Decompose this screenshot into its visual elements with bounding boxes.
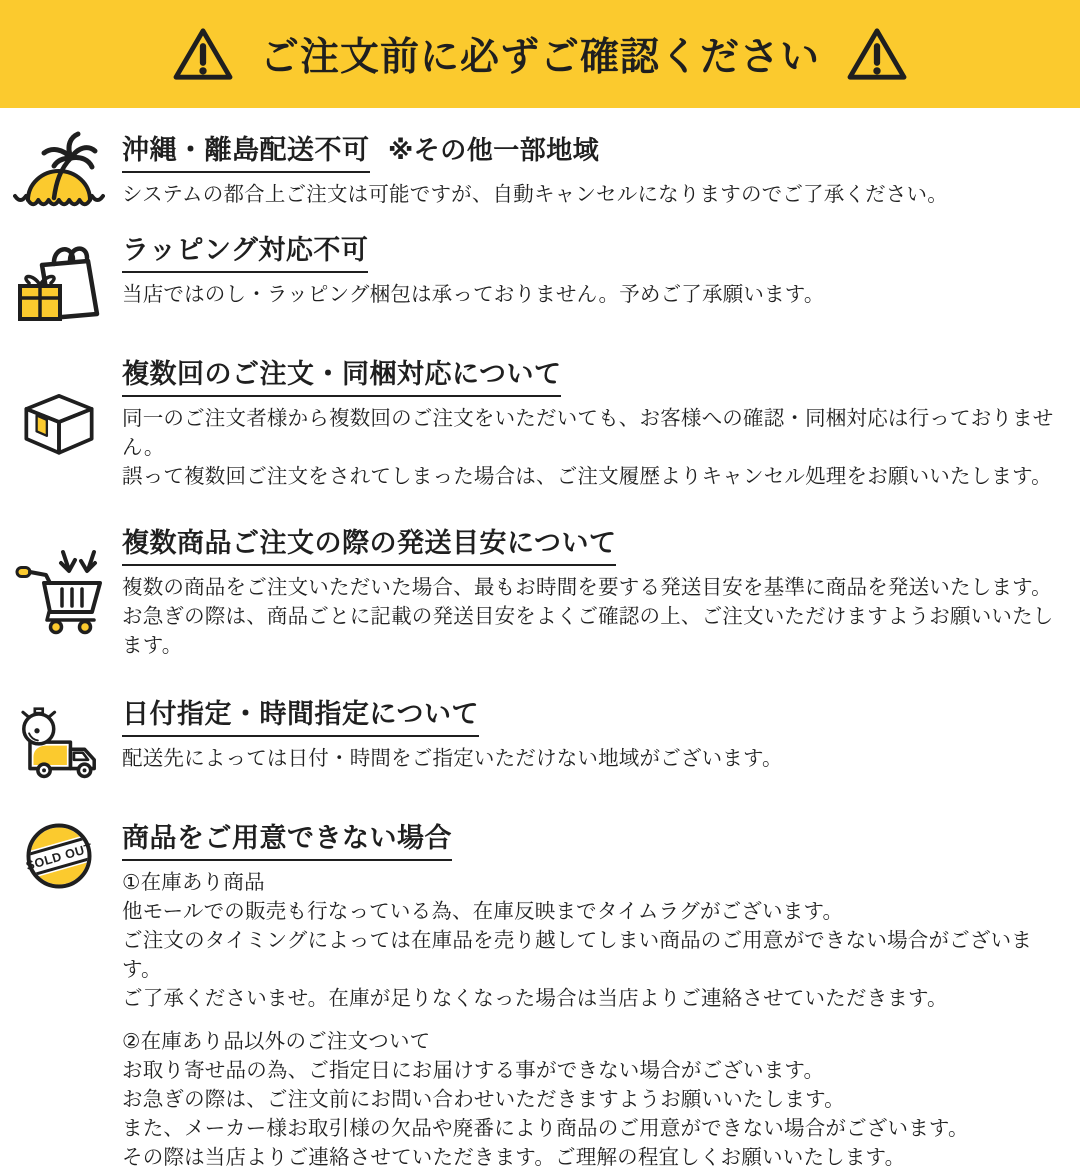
section-text-line: 複数の商品をご注文いただいた場合、最もお時間を要する発送目安を基準に商品を発送いたします。: [122, 576, 1052, 599]
section-title: 沖縄・離島配送不可: [122, 128, 370, 173]
section-text-line: お取り寄せ品の為、ご指定日にお届けする事ができない場合がございます。: [122, 1059, 825, 1082]
section-text-line: その際は当店よりご連絡させていただきます。ご理解の程宜しくお願いいたします。: [122, 1146, 906, 1169]
section-text-line: ご注文のタイミングによっては在庫品を売り越してしまい商品のご用意ができない場合がございます。: [122, 929, 1032, 981]
section-text-line: お急ぎの際は、商品ごとに記載の発送目安をよくご確認の上、ご注文いただけますようお願いいたします。: [122, 605, 1054, 657]
section-text-line: ①在庫あり商品: [122, 871, 265, 894]
gift-bag-icon: [0, 228, 118, 324]
warning-triangle-icon: [846, 26, 908, 82]
section-multiple-orders: [0, 352, 1080, 491]
section-out-of-stock: [0, 816, 1080, 1172]
section-text-line: 当店ではのし・ラッピング梱包は承っておりません。予めご了承願います。: [122, 283, 825, 306]
section-title-note: ※その他一部地域: [387, 135, 600, 165]
section-text-line: 誤って複数回ご注文をされてしまった場合は、ご注文履歴よりキャンセル処理をお願いいたします。: [122, 465, 1052, 488]
section-title: 商品をご用意できない場合: [122, 816, 452, 861]
section-title: 複数回のご注文・同梱対応について: [122, 352, 561, 397]
warning-triangle-icon: [172, 26, 234, 82]
section-text-line: また、メーカー様お取引様の欠品や廃番により商品のご用意ができない場合がございます。: [122, 1117, 969, 1140]
section-text-line: システムの都合上ご注文は可能ですが、自動キャンセルになりますのでご了承ください。: [122, 183, 948, 206]
section-text-line: 同一のご注文者様から複数回のご注文をいただいても、お客様への確認・同梱対応は行っておりません。: [122, 407, 1054, 459]
section-title: ラッピング対応不可: [122, 228, 368, 273]
section-text-line: お急ぎの際は、ご注文前にお問い合わせいただきますようお願いいたします。: [122, 1088, 845, 1111]
section-no-wrapping: [0, 228, 1080, 324]
sold-out-stamp-icon: [0, 816, 118, 898]
section-text-line: ②在庫あり品以外のご注文ついて: [122, 1030, 431, 1053]
section-okinawa-shipping: [0, 128, 1080, 212]
package-box-icon: [0, 382, 118, 462]
section-text-line: 配送先によっては日付・時間をご指定いただけない地域がございます。: [122, 747, 783, 770]
sold-out-stamp-label: SOLD OUT: [24, 840, 95, 874]
section-date-time: [0, 692, 1080, 780]
section-text-line: ご了承くださいませ。在庫が足りなくなった場合は当店よりご連絡させていただきます。: [122, 987, 948, 1010]
section-title: 複数商品ご注文の際の発送目安について: [122, 521, 616, 566]
delivery-truck-stopwatch-icon: [0, 692, 118, 780]
palm-island-icon: [0, 128, 118, 212]
confirm-before-order-banner: [0, 0, 1080, 108]
banner-title: ご注文前に必ずご確認ください: [259, 36, 820, 79]
section-shipping-estimate: [0, 521, 1080, 660]
section-title: 日付指定・時間指定について: [122, 692, 479, 737]
section-text-line: 他モールでの販売も行なっている為、在庫反映までタイムラグがございます。: [122, 900, 844, 923]
shopping-cart-icon: [0, 547, 118, 635]
